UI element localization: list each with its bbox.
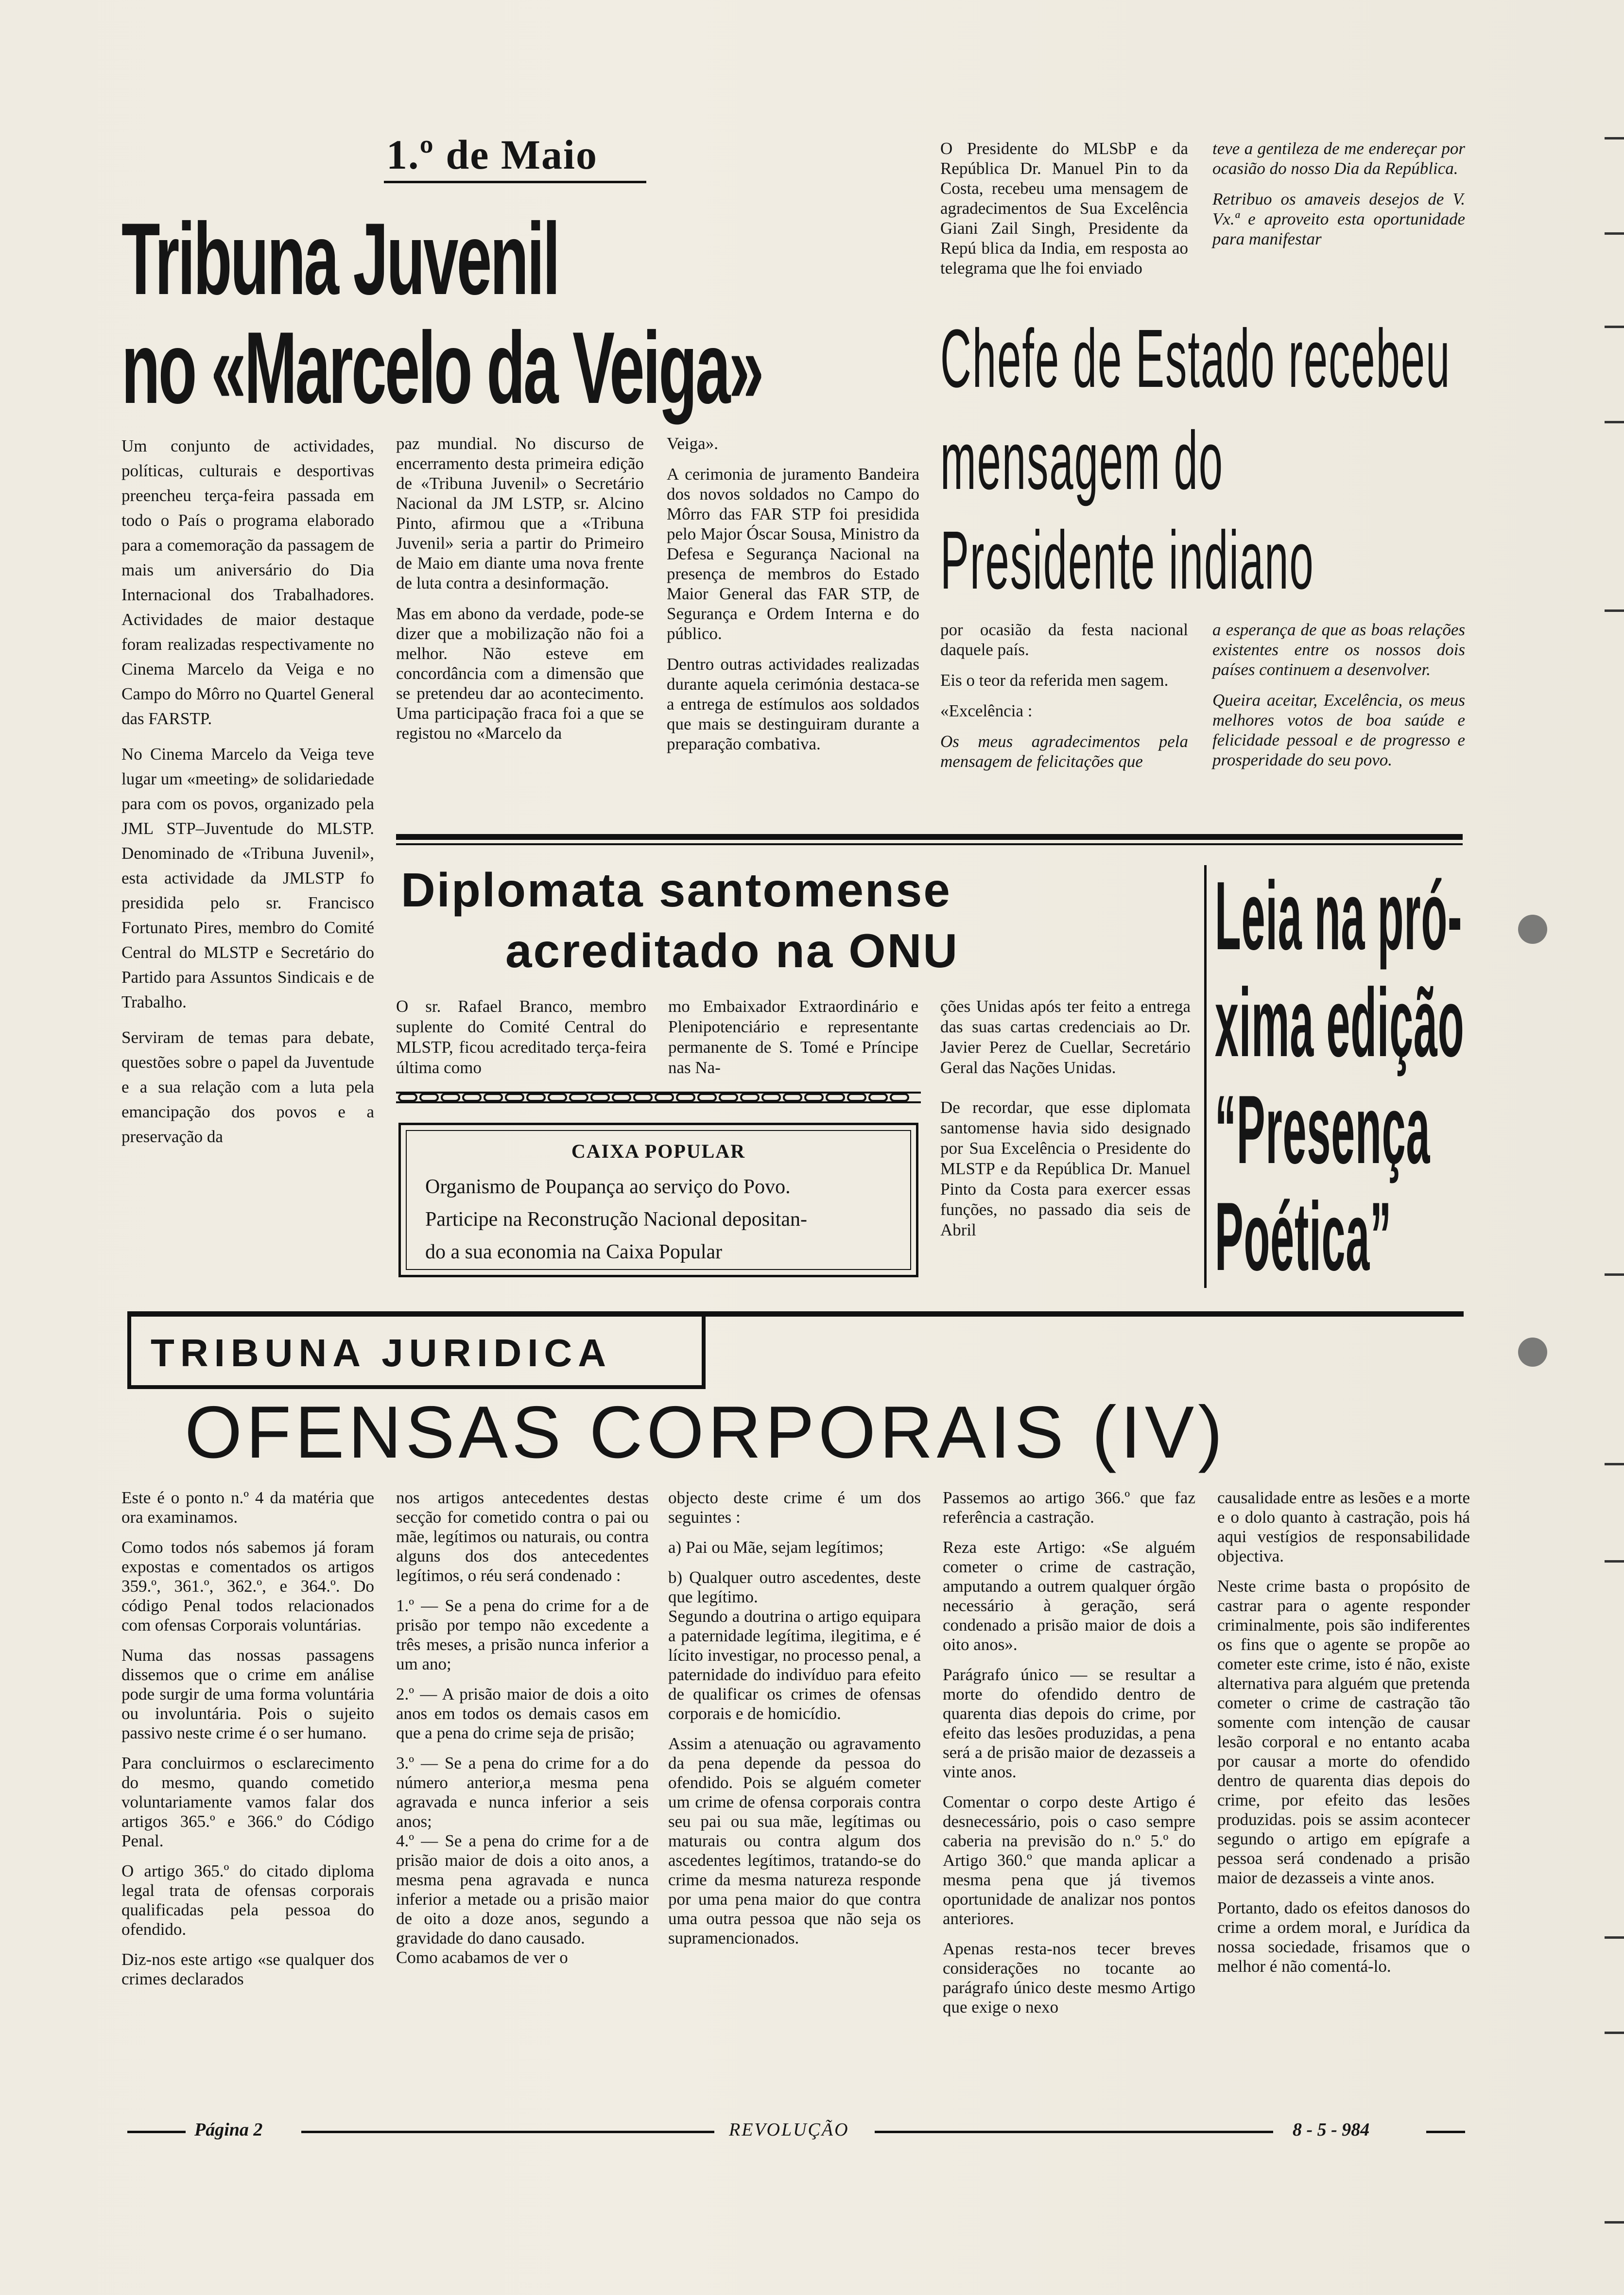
punch-hole: [1518, 915, 1547, 944]
paragraph: Um conjunto de actividades, políticas, culturais e desportivas preencheu terça-feira passada em todo o País o programa elaborado para a comemoração da passagem de mais um aniversário do Dia Internacional dos Trabalhadores. Actividades de maior destaque foram realizadas respectivamente no Cinema Marcelo da Veiga e no Campo do Môrro no Quartel General das FARSTP.: [121, 436, 374, 728]
caixa-popular-box: [398, 1123, 918, 1277]
margin-tick: [1605, 1273, 1624, 1276]
headline-onu-1: Diplomata santomense: [401, 863, 951, 917]
paragraph: Os meus agradecimentos pela mensagem de felicitações que: [940, 732, 1188, 771]
paragraph: nos artigos antecedentes destas secção for cometido contra o pai ou mãe, legítimos ou naturais, ou contra alguns dos dos antecedentes legítimos, o réu será condenado :: [396, 1488, 649, 1585]
headline-india-2: mensagem do: [940, 415, 1224, 507]
paragraph: 2.º — A prisão maior de dois a oito anos em todos os demais casos em que a pena do crime seja de prisão;: [396, 1685, 649, 1742]
paragraph: De recordar, que esse diplomata santomense havia sido designado por Sua Excelência o Presidente do MLSTP e da República Dr. Manuel Pinto da Costa para exercer essas funções, no passado dia seis de Abril: [940, 1098, 1191, 1239]
paragraph: Reza este Artigo: «Se alguém cometer o crime de castração, amputando a outrem qualquer órgão necessário à geração, será condenado a prisão maior de dois a oito anos».: [943, 1538, 1195, 1654]
headline-india-3: Presidente indiano: [940, 514, 1314, 607]
paragraph: Como todos nós sabemos já foram expostas e comentados os artigos 359.º, 361.º, 362.º, e 364.º. Do código Penal todos relacionados com ofensas Corporais voluntárias.: [121, 1538, 374, 1634]
paragraph: por ocasião da festa nacional daquele país.: [940, 620, 1188, 659]
paragraph: causalidade entre as lesões e a morte e o dolo quanto à castração, pois há aqui vestígios de responsabilidade objectiva.: [1217, 1488, 1470, 1565]
chain-border: [396, 1089, 921, 1106]
paragraph: Numa das nossas passagens dissemos que o crime em análise pode surgir de uma forma voluntária ou involuntária. Pois o sujeito passivo neste crime é o ser humano.: [121, 1646, 374, 1742]
section-divider-thin: [396, 843, 1463, 845]
onu-col2: [668, 996, 918, 1078]
juridica-label-box: [127, 1311, 706, 1389]
promo-line3: “Presença: [1215, 1076, 1431, 1184]
onu-col1: [396, 996, 646, 1078]
paragraph: A cerimonia de juramento Bandeira dos novos soldados no Campo do Môrro das FAR STP foi presidida pelo Major Óscar Sousa, Ministro da Defesa e Segurança Nacional na presença de membros do Estado Maior General das FAR STP, de Segurança e Ordem Interna e do público.: [667, 465, 919, 643]
paragraph: O sr. Rafael Branco, membro suplente do Comité Central do MLSTP, ficou acreditado terça-feira última como: [396, 997, 646, 1077]
paragraph: Diz-nos este artigo «se qualquer dos crimes declarados: [121, 1950, 374, 1988]
paragraph: Apenas resta-nos tecer breves considerações no tocante ao parágrafo único deste mesmo Artigo que exige o nexo: [943, 1939, 1195, 2017]
juridica-col2: [396, 1488, 649, 1967]
india-top-col2: [1212, 139, 1465, 249]
paragraph: ções Unidas após ter feito a entrega das suas cartas credenciais ao Dr. Javier Perez de Cuellar, Secretário Geral das Nações Unidas.: [940, 997, 1191, 1077]
juridica-col3: [668, 1488, 921, 1948]
paragraph: b) Qualquer outro ascedentes, deste que legítimo. Segundo a doutrina o artigo equipara a paternidade legítima, ilegitima, e é lícito investigar, no processo penal, a paternidade do indivíduo para efeito de qualificar os crimes de ofensas corporais e de homicídio.: [668, 1568, 921, 1723]
footer-paper: REVOLUÇÃO: [729, 2120, 849, 2140]
paragraph: «Excelência :: [940, 701, 1033, 720]
footer-rule: [1426, 2131, 1465, 2133]
headline-india-1: Chefe de Estado recebeu: [940, 313, 1451, 405]
paragraph: Este é o ponto n.º 4 da matéria que ora examinamos.: [121, 1488, 374, 1527]
paragraph: Para concluirmos o esclarecimento do mesmo, quando cometido voluntariamente vamos falar dos artigos 365.º e 366.º do Código Penal.: [121, 1754, 374, 1850]
india-bottom-col2: [1212, 620, 1465, 770]
paragraph: Eis o teor da referida men sagem.: [940, 671, 1169, 690]
paragraph: Neste crime basta o propósito de castrar para o agente responder criminalmente, pois são indiferentes os fins que o agente se propõe ao cometer este crime, isto é não, existe alternativa para alguém que pretenda cometer o crime de castração tão somente com intenção de causar lesão corporal e no entanto acaba por causar a morte do ofendido dentro de quarenta dias depois do crime, por efeito das lesões produzidas. pois se assim acontecer segundo o artigo em epígrafe a pessoa será condenado a prisão maior de dezasseis a vinte anos.: [1217, 1577, 1470, 1887]
kicker: 1.º de Maio: [386, 131, 598, 178]
footer-date: 8 - 5 - 984: [1293, 2120, 1370, 2140]
headline-juvenil-1: Tribuna Juvenil: [121, 202, 559, 316]
india-bottom-col1: [940, 620, 1188, 771]
footer-page: Página 2: [194, 2120, 263, 2140]
juridica-col4: [943, 1488, 1195, 2017]
paragraph: Assim a atenuação ou agravamento da pena depende da pessoa do ofendido. Pois se alguém cometer um crime de ofensa corporais contra seu pai ou sua mãe, legítimas ou maturais ou contra algum dos ascedentes legítimos, tratando-se do crime da mesma natureza responde por uma pena maior do que contra uma outra pessoa que não seja os supramencionados.: [668, 1734, 921, 1947]
paragraph: Queira aceitar, Excelência, os meus melhores votos de boa saúde e felicidade pessoal e de progresso e prosperidade do seu povo.: [1212, 691, 1465, 769]
paragraph: Veiga».: [667, 434, 718, 453]
caixa-line3: do a sua economia na Caixa Popular: [425, 1241, 723, 1263]
juridica-label-bottom: [127, 1385, 706, 1389]
promo-line2: xima edição: [1215, 969, 1465, 1077]
margin-tick: [1605, 2032, 1624, 2034]
paragraph: objecto deste crime é um dos seguintes :: [668, 1488, 921, 1527]
paragraph: Dentro outras actividades realizadas durante aquela cerimónia destaca-se a entrega de estímulos aos soldados que mais se destinguiram durante a preparação combativa.: [667, 655, 919, 753]
margin-tick: [1605, 1560, 1624, 1563]
paragraph: Serviram de temas para debate, questões sobre o papel da Juventude e a sua relação com a luta pela emancipação dos povos e a preservação da: [121, 1028, 374, 1146]
promo-divider: [1204, 865, 1207, 1288]
juvenil-col3: [667, 434, 919, 754]
section-divider: [396, 834, 1463, 840]
headline-onu-2: acreditado na ONU: [505, 924, 959, 977]
margin-tick: [1605, 609, 1624, 612]
juridica-col5: [1217, 1488, 1470, 1976]
headline-juvenil-2: no «Marcelo da Veiga»: [121, 311, 762, 425]
kicker-underline: [384, 181, 646, 183]
paragraph: a esperança de que as boas relações existentes entre os nossos dois países continuem a desenvolver.: [1212, 620, 1465, 679]
footer-rule: [875, 2131, 1273, 2133]
punch-hole: [1518, 1338, 1547, 1367]
margin-tick: [1605, 2221, 1624, 2224]
paragraph: Passemos ao artigo 366.º que faz referência a castração.: [943, 1488, 1195, 1527]
margin-tick: [1605, 232, 1624, 235]
juridica-label: TRIBUNA JURIDICA: [151, 1331, 612, 1374]
paragraph: Mas em abono da verdade, pode-se dizer que a mobilização não foi a melhor. Não esteve em concordância com a dimensão que se pretendeu dar ao acontecimento. Uma participação fraca foi a que se registou no «Marcelo da: [396, 604, 644, 743]
margin-tick: [1605, 137, 1624, 139]
juvenil-col1: [121, 434, 374, 1149]
promo-line4: Poética”: [1215, 1182, 1392, 1291]
caixa-title: CAIXA POPULAR: [571, 1140, 746, 1162]
onu-col3: [940, 996, 1191, 1240]
juvenil-col2: [396, 434, 644, 743]
margin-tick: [1605, 421, 1624, 423]
paragraph: a) Pai ou Mãe, sejam legítimos;: [668, 1538, 884, 1557]
promo-line1: Leia na pró-: [1215, 862, 1463, 970]
paragraph: 1.º — Se a pena do crime for a de prisão por tempo não excedente a três meses, a prisão nunca inferior a um ano;: [396, 1596, 649, 1673]
paragraph: Portanto, dado os efeitos danosos do crime a ordem moral, e Jurídica da nossa sociedade, frisamos que o melhor é não comentá-lo.: [1217, 1898, 1470, 1976]
paragraph: O Presidente do MLSbP e da República Dr. Manuel Pin to da Costa, recebeu uma mensagem de agradecimentos de Sua Excelência Giani Zail Singh, Presidente da Repú blica da India, em resposta ao telegrama que lhe foi enviado: [940, 139, 1188, 278]
juridica-headline: OFENSAS CORPORAIS (IV): [185, 1391, 1227, 1474]
paragraph: Parágrafo único — se resultar a morte do ofendido dentro de quarenta dias depois do crime, por efeito das lesões produzidas, a pena será a de prisão maior de dezasseis a vinte anos.: [943, 1665, 1195, 1781]
caixa-line1: Organismo de Poupança ao serviço do Povo.: [425, 1176, 791, 1198]
margin-tick: [1605, 326, 1624, 328]
paragraph: No Cinema Marcelo da Veiga teve lugar um «meeting» de solidariedade para com os povos, organizado pela JML STP–Juventude do MLSTP. Denominado de «Tribuna Juvenil», esta actividade da JMLSTP fo presidida pelo sr. Francisco Fortunato Pires, membro do Comité Central do MLSTP e Secretário do Partido para Assuntos Sindicais e de Trabalho.: [121, 745, 374, 1011]
margin-tick: [1605, 1936, 1624, 1939]
india-top-col1: [940, 139, 1188, 278]
paragraph: Retribuo os amaveis desejos de V. Vx.ª e aproveito esta oportunidade para manifestar: [1212, 190, 1465, 248]
paragraph: mo Embaixador Extraordinário e Plenipotenciário e representante permanente de S. Tomé e Príncipe nas Na-: [668, 997, 918, 1077]
paragraph: Comentar o corpo deste Artigo é desnecessário, pois o caso sempre caberia na previsão do n.º 5.º do Artigo 360.º que manda aplicar a mesma pena que já tivemos oportunidade de analizar nos pontos anteriores.: [943, 1792, 1195, 1928]
margin-tick: [1605, 1463, 1624, 1465]
footer-rule: [301, 2131, 714, 2133]
paragraph: paz mundial. No discurso de encerramento desta primeira edição de «Tribuna Juvenil» o Secretário Nacional da JM LSTP, sr. Alcino Pinto, afirmou que a «Tribuna Juvenil» seria a partir do Primeiro de Maio em diante uma nova frente de luta contra a desinformação.: [396, 434, 644, 592]
footer-rule: [127, 2131, 186, 2133]
juridica-col1: [121, 1488, 374, 1989]
caixa-line2: Participe na Reconstrução Nacional depositan-: [425, 1208, 808, 1231]
paragraph: O artigo 365.º do citado diploma legal trata de ofensas corporais qualificadas pela pessoa do ofendido.: [121, 1861, 374, 1939]
paragraph: 3.º — Se a pena do crime for a do número anterior,a mesma pena agravada e nunca inferior a seis anos; 4.º — Se a pena do crime for a de prisão maior de dois a oito anos, a mesma pena agravada e nunca inferior a metade ou a prisão maior de oito a doze anos, segundo a gravidade do dano causado. Como acabamos de ver o: [396, 1754, 649, 1967]
paragraph: teve a gentileza de me endereçar por ocasião do nosso Dia da República.: [1212, 139, 1465, 178]
